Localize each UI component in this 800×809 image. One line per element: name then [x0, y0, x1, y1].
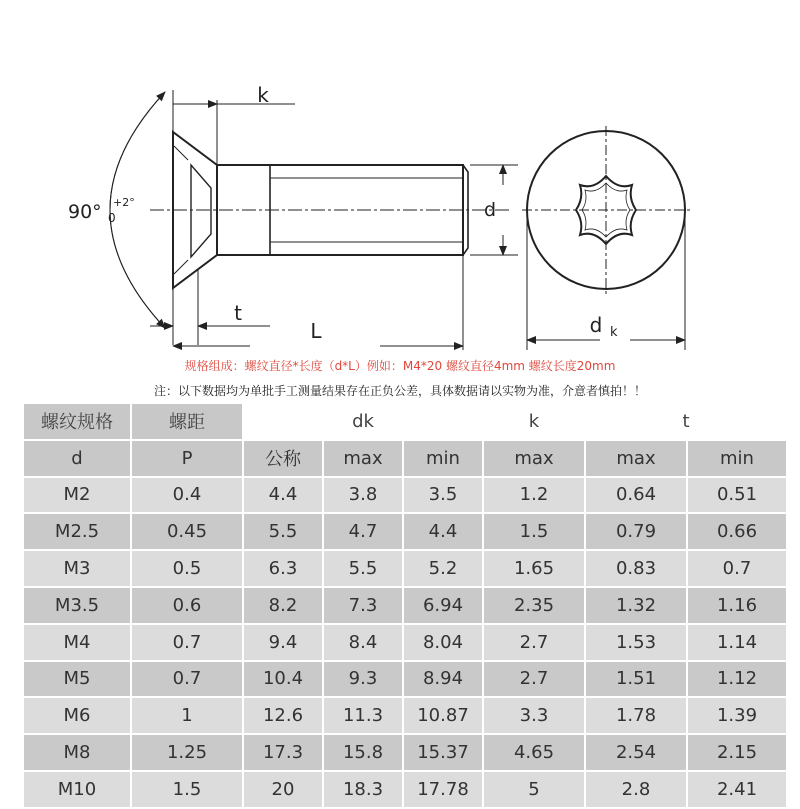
cell-pitch: 0.7 [131, 624, 243, 661]
subheader-dk-min: min [403, 440, 483, 477]
cell-dk-nominal: 5.5 [243, 513, 323, 550]
cell-t-max: 1.78 [585, 697, 687, 734]
cell-k-max: 4.65 [483, 734, 585, 771]
cell-t-min: 1.14 [687, 624, 787, 661]
subheader-k-max: max [483, 440, 585, 477]
cell-t-max: 2.8 [585, 771, 687, 808]
header-dk: dk [243, 403, 483, 440]
table-subheader-row [23, 440, 787, 477]
cell-t-max: 1.53 [585, 624, 687, 661]
cell-dk-min: 10.87 [403, 697, 483, 734]
cell-dk-min: 15.37 [403, 734, 483, 771]
dimension-lines [110, 90, 685, 350]
cell-k-max: 2.7 [483, 661, 585, 698]
diagram-labels [68, 83, 618, 343]
label-L: L [310, 319, 322, 343]
cell-dk-min: 5.2 [403, 550, 483, 587]
cell-t-max: 0.64 [585, 477, 687, 514]
cell-t-min: 1.16 [687, 587, 787, 624]
screw-dimension-diagram [0, 0, 800, 400]
cell-pitch: 0.6 [131, 587, 243, 624]
label-dk: d [589, 313, 603, 337]
cell-k-max: 1.2 [483, 477, 585, 514]
cell-t-max: 0.83 [585, 550, 687, 587]
cell-pitch: 0.4 [131, 477, 243, 514]
cell-spec: M3.5 [23, 587, 131, 624]
cell-dk-nominal: 8.2 [243, 587, 323, 624]
table-row [23, 477, 787, 514]
table-row [23, 624, 787, 661]
cell-dk-max: 5.5 [323, 550, 403, 587]
cell-spec: M8 [23, 734, 131, 771]
cell-dk-max: 11.3 [323, 697, 403, 734]
cell-dk-min: 17.78 [403, 771, 483, 808]
cell-dk-nominal: 6.3 [243, 550, 323, 587]
cell-dk-max: 15.8 [323, 734, 403, 771]
cell-dk-min: 6.94 [403, 587, 483, 624]
header-pitch: 螺距 [131, 403, 243, 440]
subheader-p: P [131, 440, 243, 477]
cell-dk-min: 3.5 [403, 477, 483, 514]
cell-k-max: 3.3 [483, 697, 585, 734]
cell-dk-max: 9.3 [323, 661, 403, 698]
subheader-d: d [23, 440, 131, 477]
cell-k-max: 1.5 [483, 513, 585, 550]
cell-t-min: 1.39 [687, 697, 787, 734]
header-k: k [483, 403, 585, 440]
table-row [23, 771, 787, 808]
cell-t-min: 0.7 [687, 550, 787, 587]
cell-dk-nominal: 4.4 [243, 477, 323, 514]
cell-dk-max: 18.3 [323, 771, 403, 808]
cell-pitch: 1 [131, 697, 243, 734]
label-k: k [257, 83, 269, 107]
cell-spec: M5 [23, 661, 131, 698]
label-angle: 90° [68, 201, 102, 223]
table-row [23, 513, 787, 550]
cell-t-min: 2.41 [687, 771, 787, 808]
cell-spec: M2.5 [23, 513, 131, 550]
spec-table [22, 402, 788, 809]
cell-t-min: 2.15 [687, 734, 787, 771]
cell-pitch: 0.45 [131, 513, 243, 550]
cell-dk-nominal: 9.4 [243, 624, 323, 661]
cell-k-max: 1.65 [483, 550, 585, 587]
cell-dk-nominal: 17.3 [243, 734, 323, 771]
tolerance-disclaimer: 注：以下数据均为单批手工测量结果存在正负公差，具体数据请以实物为准，介意者慎拍！！ [153, 384, 646, 398]
spec-composition-note: 规格组成：螺纹直径*长度（d*L）例如：M4*20 螺纹直径4mm 螺纹长度20mm [184, 359, 616, 373]
cell-spec: M3 [23, 550, 131, 587]
cell-t-max: 0.79 [585, 513, 687, 550]
cell-pitch: 0.7 [131, 661, 243, 698]
cell-spec: M10 [23, 771, 131, 808]
header-t: t [585, 403, 787, 440]
cell-dk-max: 4.7 [323, 513, 403, 550]
cell-spec: M2 [23, 477, 131, 514]
cell-spec: M6 [23, 697, 131, 734]
cell-spec: M4 [23, 624, 131, 661]
label-dk-sub: k [610, 325, 618, 340]
cell-dk-max: 3.8 [323, 477, 403, 514]
cell-t-max: 2.54 [585, 734, 687, 771]
table-row [23, 587, 787, 624]
cell-t-min: 0.51 [687, 477, 787, 514]
label-t: t [234, 301, 242, 325]
cell-dk-nominal: 12.6 [243, 697, 323, 734]
subheader-t-min: min [687, 440, 787, 477]
cell-dk-max: 8.4 [323, 624, 403, 661]
cell-t-max: 1.51 [585, 661, 687, 698]
label-angle-sub: 0 [108, 211, 116, 225]
header-spec: 螺纹规格 [23, 403, 131, 440]
cell-dk-min: 8.94 [403, 661, 483, 698]
table-row [23, 734, 787, 771]
cell-t-max: 1.32 [585, 587, 687, 624]
cell-dk-min: 8.04 [403, 624, 483, 661]
label-angle-sup: +2° [113, 196, 135, 209]
screw-top-view [522, 126, 690, 294]
table-row [23, 661, 787, 698]
table-header-row [23, 403, 787, 440]
cell-t-min: 1.12 [687, 661, 787, 698]
cell-dk-min: 4.4 [403, 513, 483, 550]
table-row [23, 697, 787, 734]
cell-pitch: 1.5 [131, 771, 243, 808]
screw-side-view [150, 132, 510, 288]
label-d: d [483, 199, 497, 221]
cell-pitch: 0.5 [131, 550, 243, 587]
cell-dk-nominal: 20 [243, 771, 323, 808]
cell-k-max: 5 [483, 771, 585, 808]
table-row [23, 550, 787, 587]
cell-pitch: 1.25 [131, 734, 243, 771]
subheader-dk-nominal: 公称 [243, 440, 323, 477]
cell-dk-max: 7.3 [323, 587, 403, 624]
subheader-dk-max: max [323, 440, 403, 477]
subheader-t-max: max [585, 440, 687, 477]
cell-dk-nominal: 10.4 [243, 661, 323, 698]
cell-k-max: 2.35 [483, 587, 585, 624]
cell-t-min: 0.66 [687, 513, 787, 550]
cell-k-max: 2.7 [483, 624, 585, 661]
